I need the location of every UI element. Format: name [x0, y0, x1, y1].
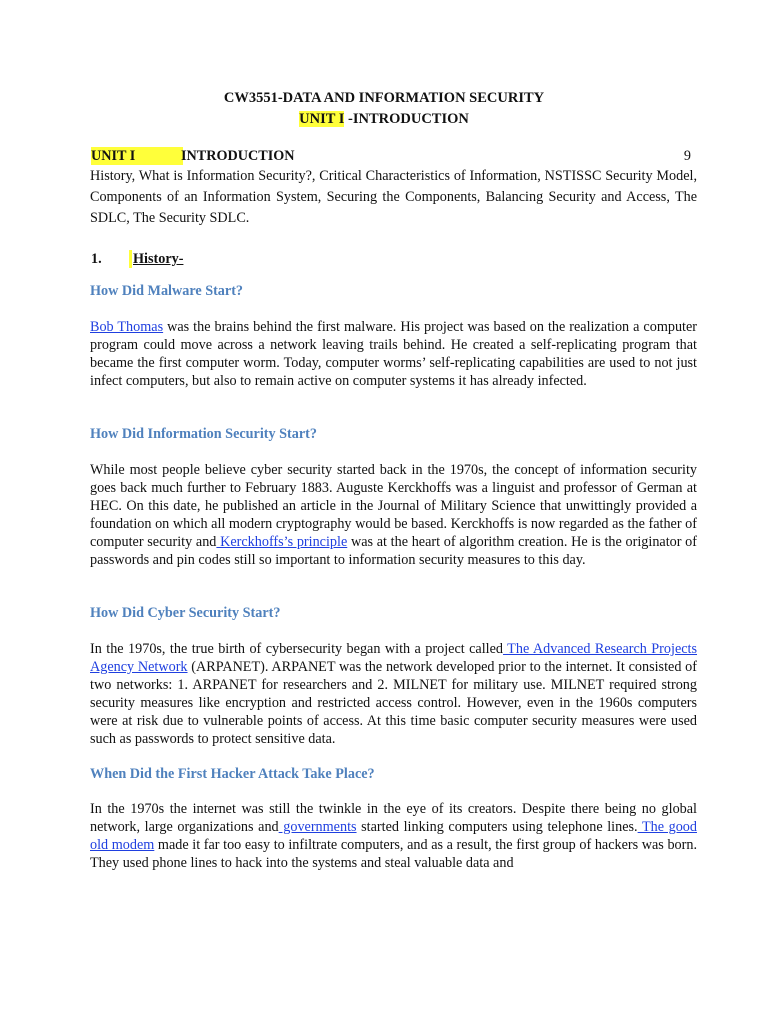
heading-infosec: How Did Information Security Start? — [90, 426, 317, 442]
unit-label: UNIT I — [91, 147, 183, 165]
governments-link[interactable]: governments — [278, 819, 357, 835]
paragraph-infosec-text-1: While most people believe cyber security started back in the 1970s, the concept of information security goes back much further to February 1883. Auguste Kerckhoffs was a linguist and professor of German at HEC. On this date, he published an article in the Journal of Military Science that unwittingly provided a foundation on which all modern cryptography would be based. Kerckhoffs is now regarded as the father of computer security and — [90, 462, 697, 550]
paragraph-cyber — [90, 640, 697, 748]
paragraph-hacker-text-1: In the 1970s the internet was still the twinkle in the eye of its creators. Despite there being no global network, large organizations and — [90, 801, 697, 835]
bob-thomas-link[interactable]: Bob Thomas — [90, 319, 164, 335]
unit-name: INTRODUCTION — [181, 148, 295, 164]
heading-malware: How Did Malware Start? — [90, 283, 244, 299]
kerckhoffs-principle-link[interactable]: Kerckhoffs’s principle — [216, 534, 348, 550]
syllabus-text: History, What is Information Security?, Critical Characteristics of Information, NSTISSC Security Model, Components of an Information System, Securing the Components, Balancing Security and Access, The SDLC, The Security SDLC. — [90, 168, 697, 226]
modem-link[interactable]: The good old modem — [90, 819, 697, 853]
unit-title — [0, 110, 768, 128]
paragraph-malware-text: was the brains behind the first malware. His project was based on the realization a computer program could move across a network leaving trails behind. He created a self-replicating program that became the first computer worm. Today, computer worms’ self-replicating capabilities are used to not just infect computers, but also to remain active on computer systems it has already infected. — [90, 319, 698, 389]
paragraph-malware — [90, 318, 697, 390]
paragraph-hacker-text-2: started linking computers using telephone lines. — [356, 819, 638, 835]
section-title — [129, 250, 183, 268]
unit-title-highlight: UNIT I — [299, 111, 345, 127]
course-title: CW3551-DATA AND INFORMATION SECURITY — [223, 90, 545, 106]
section-number: 1. — [91, 251, 102, 267]
highlight-marker — [129, 250, 132, 268]
heading-hacker: When Did the First Hacker Attack Take Place? — [90, 766, 375, 782]
paragraph-hacker-text-3: made it far too easy to infiltrate computers, and as a result, the first group of hackers was born. They used phone lines to hack into the systems and steal valuable data and — [90, 837, 697, 871]
paragraph-cyber-text-2: (ARPANET). ARPANET was the network developed prior to the internet. It consisted of two networks: 1. ARPANET for researchers and 2. MILNET for military use. MILNET required strong security measures like encryption and restricted access control. However, even in the 1960s computers were at risk due to vulnerable points of access. At this time basic computer security measures were used such as passwords to protect sensitive data. — [90, 659, 697, 747]
paragraph-infosec-text-2: was at the heart of algorithm creation. He is the originator of passwords and pin codes still so important to information security measures to this day. — [90, 534, 697, 568]
paragraph-infosec — [90, 461, 697, 569]
unit-hours: 9 — [683, 148, 691, 164]
arpanet-link[interactable]: The Advanced Research Projects Agency Network — [90, 641, 698, 675]
section-title-text: History- — [133, 251, 184, 267]
heading-cyber: How Did Cyber Security Start? — [90, 605, 281, 621]
unit-header-row — [91, 147, 691, 165]
paragraph-hacker — [90, 800, 697, 872]
unit-title-rest: -INTRODUCTION — [344, 111, 469, 127]
paragraph-cyber-text-1: In the 1970s, the true birth of cybersecurity began with a project called — [90, 641, 503, 657]
